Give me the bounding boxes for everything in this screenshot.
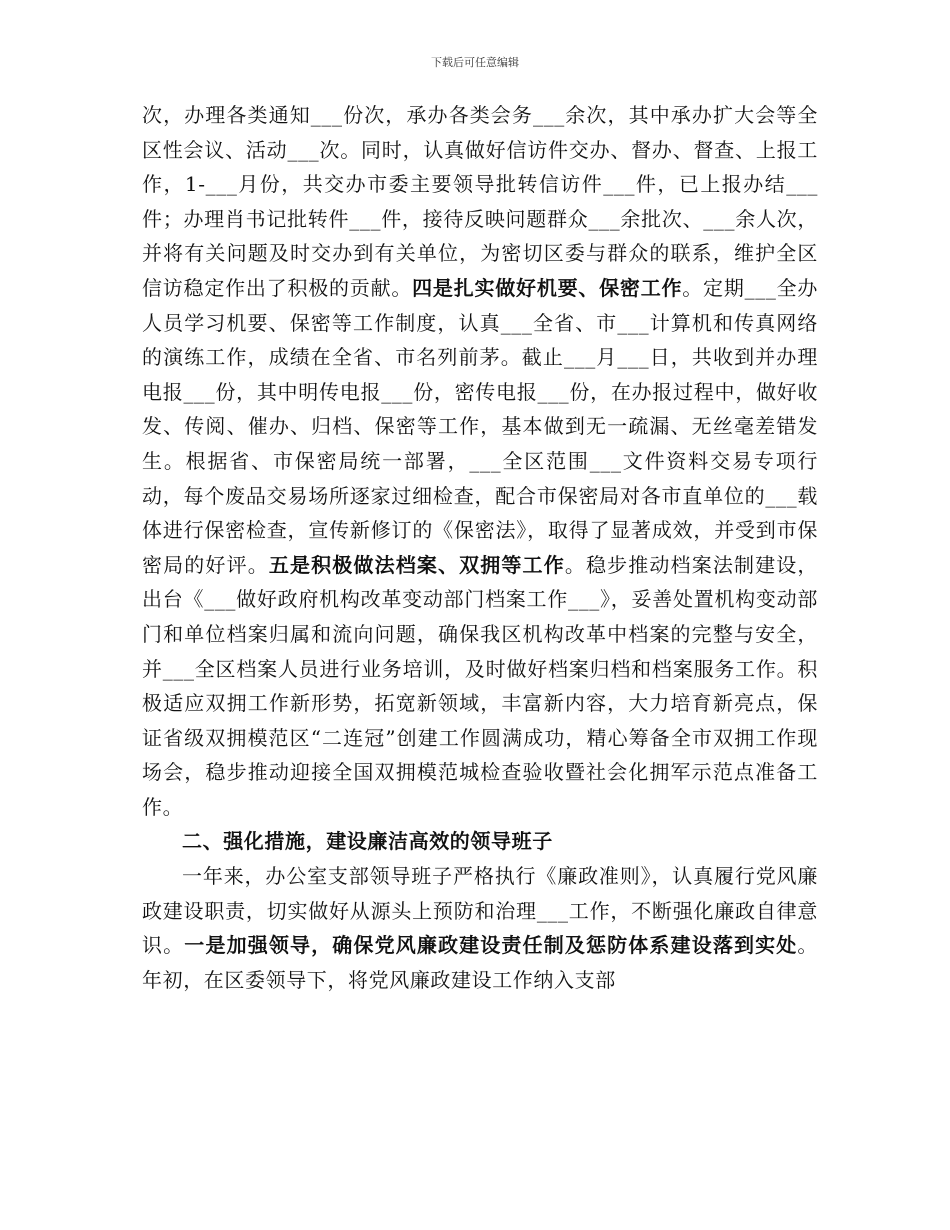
bold-point-five: 五是积极做法档案、双拥等工作	[268, 552, 565, 577]
text-run: 。年初，在区委领导下，将党风廉政建设工作纳入支部	[142, 933, 819, 992]
page-header: 下载后可任意编辑	[431, 56, 519, 69]
document-body	[142, 98, 818, 997]
text-run: 一年来，办公室支部领导班子严格执行《廉政准则》，认真履行党风廉政建设职责，切实做好从源头上预防和治理___工作，不断强化廉政自律意识。	[142, 864, 818, 958]
text-run: 次，办理各类通知___份次，承办各类会务___余次，其中承办扩大会等全区性会议、活动___次。同时，认真做好信访件交办、督办、督查、上报工作，1-___月份，共交办市委主要领导批转信访件___件，已上报办结___件；办理肖书记批转件___件，接待反映问题群众___余批次、___余人次，并将有关问题及时交办到有关单位，为密切区委与群众的联系，维护全区信访稳定作出了积极的贡献。	[142, 103, 818, 300]
text-run: 。稳步推动档案法制建设，出台《___做好政府机构改革变动部门档案工作___》，妥善处置机构变动部门和单位档案归属和流向问题，确保我区机构改革中档案的完整与安全，并___全区档案人员进行业务培训，及时做好档案归档和档案服务工作。积极适应双拥工作新形势，拓宽新领域，丰富新内容，大力培育新亮点，保证省级双拥模范区“二连冠”创建工作圆满成功，精心筹备全市双拥工作现场会，稳步推动迎接全国双拥模范城检查验收暨社会化拥军示范点准备工作。	[142, 552, 818, 819]
paragraph-integrity	[142, 859, 818, 997]
paragraph-continuation	[142, 98, 818, 824]
bold-point-four: 四是扎实做好机要、保密工作	[412, 275, 683, 300]
text-run: 。定期___全办人员学习机要、保密等工作制度，认真___全省、市___计算机和传真网络的演练工作，成绩在全省、市名列前茅。截止___月___日，共收到并办理电报___份，其中明传电报___份，密传电报___份，在办报过程中，做好收发、传阅、催办、归档、保密等工作，基本做到无一疏漏、无丝毫差错发生。根据省、市保密局统一部署，___全区范围___文件资料交易专项行动，每个废品交易场所逐家过细检查，配合市保密局对各市直单位的___载体进行保密检查，宣传新修订的《保密法》，取得了显著成效，并受到市保密局的好评。	[142, 275, 818, 577]
section-heading: 二、强化措施，建设廉洁高效的领导班子	[182, 829, 553, 854]
bold-point-one: 一是加强领导，确保党风廉政建设责任制及惩防体系建设落到实处	[184, 933, 798, 958]
